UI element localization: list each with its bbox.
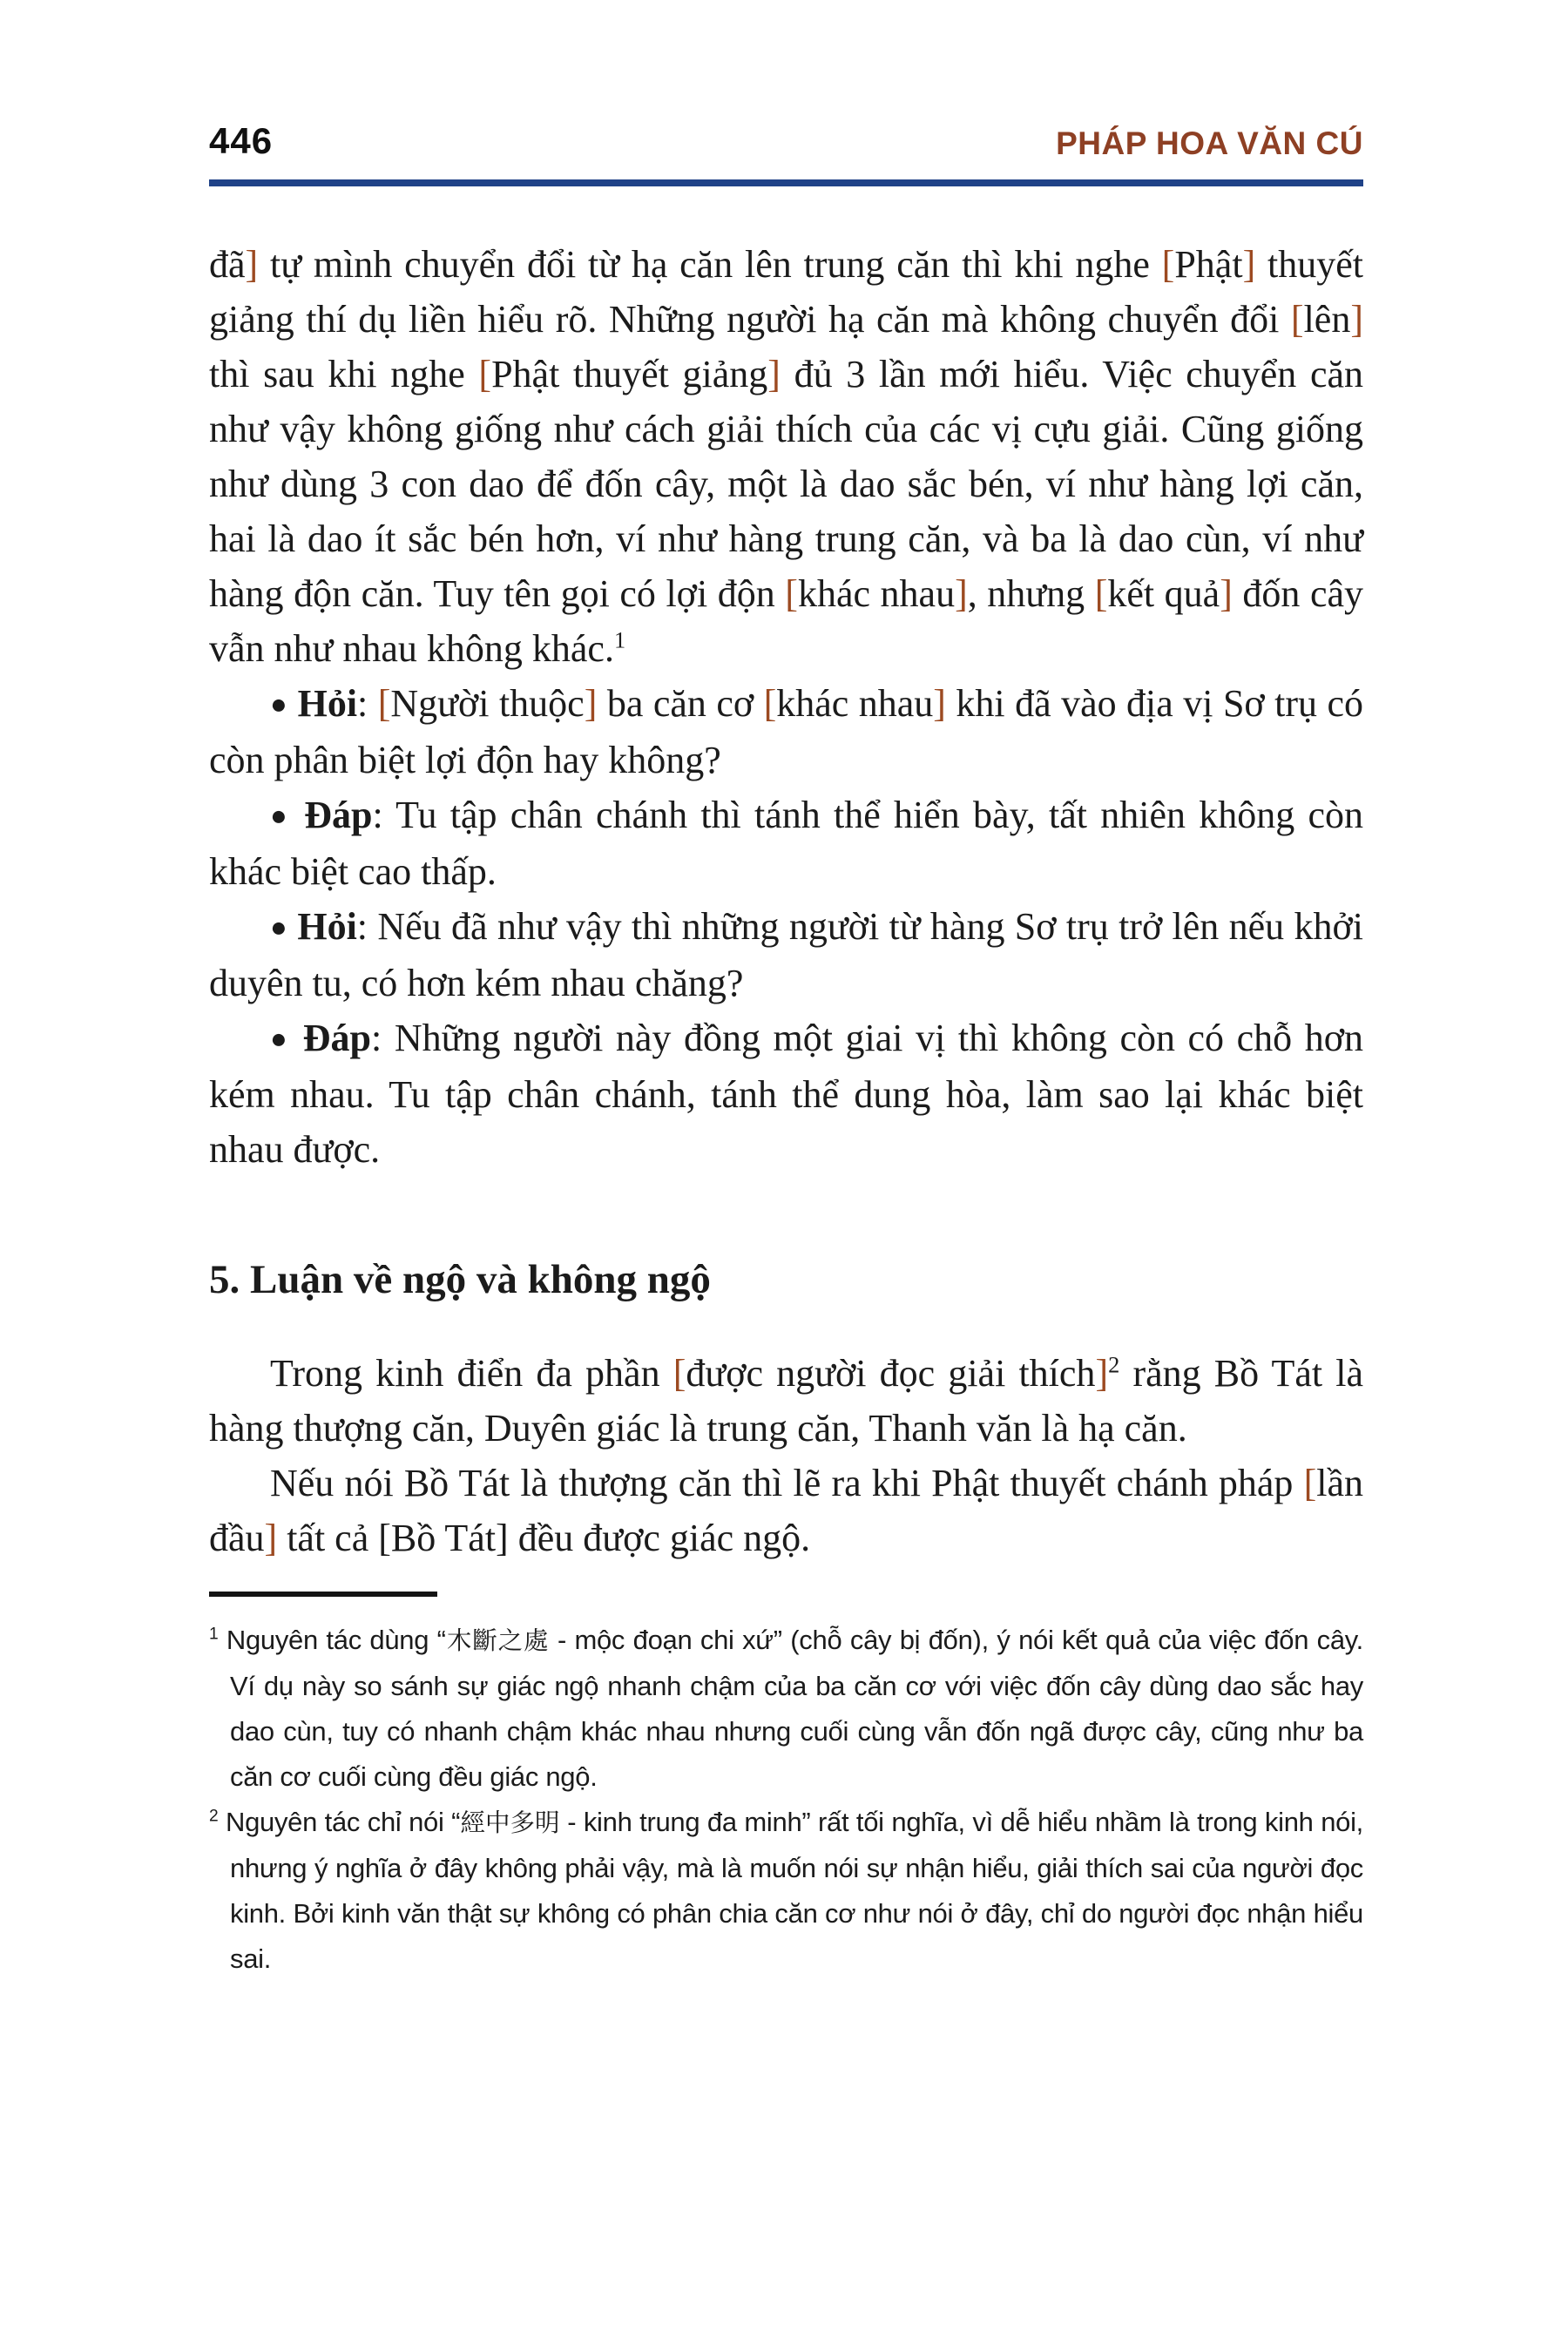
bold-label: Hỏi — [297, 682, 358, 725]
bracket-mark: [ — [1161, 243, 1175, 286]
bold-label: Đáp — [302, 1017, 372, 1060]
footnote-marker: 2 — [209, 1807, 219, 1826]
text-run: kết quả — [1107, 572, 1220, 615]
text-run — [290, 1017, 303, 1059]
text-run: Phật — [1174, 243, 1243, 286]
text-run: , nhưng — [967, 572, 1095, 615]
text-run: tất cả [Bồ Tát] đều được giác ngộ. — [277, 1517, 811, 1560]
superscript-marker: 1 — [613, 626, 626, 653]
bullet-icon: ● — [270, 801, 291, 833]
text-run: đốn cây vẫn như nhau không khác. — [209, 572, 1363, 670]
text-run: ba căn cơ — [597, 682, 764, 725]
running-title: PHÁP HOA VĂN CÚ — [1056, 125, 1363, 161]
text-run: Nguyên tác dùng “ — [226, 1625, 446, 1656]
text-run: khi đã vào địa vị Sơ trụ có còn phân biệt lợi độn hay không? — [209, 682, 1364, 782]
section-heading: 5. Luận về ngộ và không ngộ — [209, 1257, 711, 1303]
text-run — [291, 794, 304, 836]
text-run: lên — [1303, 298, 1351, 341]
text-run: thuyết giảng thí dụ liền hiểu rõ. Những người hạ căn mà không chuyển đổi — [209, 243, 1363, 341]
text-run: Trong kinh điển đa phần — [270, 1352, 673, 1396]
cjk-phrase: 經中多明 — [460, 1808, 560, 1838]
header-rule — [209, 179, 1363, 186]
text-run: khác nhau — [797, 572, 956, 615]
bullet-icon: ● — [270, 912, 287, 944]
bracket-mark: ] — [264, 1517, 278, 1560]
bracket-mark: [ — [377, 682, 391, 725]
paragraph — [209, 899, 1363, 1010]
bold-label: Đáp — [304, 794, 373, 837]
text-run: Phật thuyết giảng — [491, 353, 768, 395]
footnotes — [209, 1618, 1363, 1982]
text-run — [287, 682, 297, 725]
text-run: : — [357, 682, 378, 725]
bracket-mark: [ — [763, 682, 777, 725]
bullet-icon: ● — [270, 1024, 291, 1056]
bracket-mark: ] — [955, 572, 968, 615]
paragraph — [209, 1346, 1363, 1456]
bracket-mark: ] — [1350, 298, 1363, 341]
text-run: rằng Bồ Tát là hàng thượng căn, Duyên giác là trung căn, Thanh văn là hạ căn. — [209, 1352, 1363, 1450]
bracket-mark: ] — [1220, 572, 1233, 615]
bracket-mark: ] — [767, 353, 781, 395]
text-run — [287, 905, 297, 948]
bracket-mark: [ — [1303, 1462, 1317, 1505]
bold-label: Hỏi — [297, 905, 357, 949]
text-run: - mộc đoạn chi xứ” (chỗ cây bị đốn), ý nói kết quả của việc đốn cây. Ví dụ này so sánh sự giác ngộ nhanh chậm của ba căn cơ với việc đốn cây dùng dao sắc hay dao cùn, tuy có nhanh chậm khác nhau nhưng cuối cùng vẫn đốn ngã được cây, cũng như ba căn cơ cuối cùng đều giác ngộ. — [230, 1625, 1363, 1793]
text-run: : Những người này đồng một giai vị thì không còn có chỗ hơn kém nhau. Tu tập chân chánh, tánh thể dung hòa, làm sao lại khác biệt nhau được. — [209, 1017, 1363, 1172]
paragraph — [209, 1456, 1363, 1565]
bracket-mark: ] — [1095, 1352, 1109, 1396]
text-run: lần đầu — [209, 1462, 1363, 1560]
paragraph — [209, 787, 1363, 899]
text-run: được người đọc giải thích — [686, 1352, 1096, 1396]
text-run: khác nhau — [776, 682, 934, 725]
bracket-mark: [ — [1290, 298, 1304, 341]
text-run: : Nếu đã như vậy thì những người từ hàng Sơ trụ trở lên nếu khởi duyên tu, có hơn kém nhau chăng? — [209, 905, 1363, 1005]
bracket-mark: ] — [1242, 243, 1256, 286]
cjk-phrase: 木斷之處 — [445, 1626, 550, 1656]
bracket-mark: ] — [245, 243, 259, 286]
running-header — [209, 120, 1363, 162]
text-run: thì sau khi nghe — [209, 353, 479, 395]
bracket-mark: ] — [933, 682, 946, 725]
text-run: : Tu tập chân chánh thì tánh thể hiển bày, tất nhiên không còn khác biệt cao thấp. — [209, 794, 1364, 894]
footnote-item — [209, 1618, 1363, 1800]
bracket-mark: [ — [1094, 572, 1108, 615]
paragraph — [209, 237, 1363, 676]
bracket-mark: [ — [672, 1352, 686, 1396]
text-run: đủ 3 lần mới hiểu. Việc chuyển căn như vậy không giống như cách giải thích của các vị cựu giải. Cũng giống như dùng 3 con dao để đốn cây, một là dao sắc bén, ví như hàng lợi căn, hai là dao ít sắc bén hơn, ví như hàng trung căn, và ba là dao cùn, ví như hàng độn căn. Tuy tên gọi có lợi độn — [209, 353, 1363, 615]
bracket-mark: [ — [478, 353, 492, 395]
footnote-separator — [209, 1592, 437, 1597]
bracket-mark: ] — [584, 682, 598, 725]
bracket-mark: [ — [785, 572, 798, 615]
text-run: đã — [209, 243, 246, 286]
superscript-marker: 2 — [1108, 1351, 1120, 1378]
footnote-marker: 1 — [209, 1625, 219, 1644]
text-run: - kinh trung đa minh” rất tối nghĩa, vì dễ hiểu nhầm là trong kinh nói, nhưng ý nghĩa ở đây không phải vậy, mà là muốn nói sự nhận hiểu, giải thích sai của người đọc kinh. Bởi kinh văn thật sự không có phân chia căn cơ như nói ở đây, chỉ do người đọc nhận hiểu sai. — [230, 1807, 1363, 1975]
text-run: Người thuộc — [390, 682, 585, 725]
footnote-item — [209, 1800, 1363, 1982]
text-run: tự mình chuyển đổi từ hạ căn lên trung căn thì khi nghe — [258, 243, 1162, 286]
page-number: 446 — [209, 120, 274, 161]
paragraph — [209, 1010, 1363, 1177]
text-run: Nếu nói Bồ Tát là thượng căn thì lẽ ra khi Phật thuyết chánh pháp — [270, 1462, 1304, 1505]
body-text — [209, 237, 1363, 1565]
bullet-icon: ● — [270, 689, 288, 721]
paragraph — [209, 676, 1363, 787]
text-run: Nguyên tác chỉ nói “ — [226, 1807, 461, 1838]
